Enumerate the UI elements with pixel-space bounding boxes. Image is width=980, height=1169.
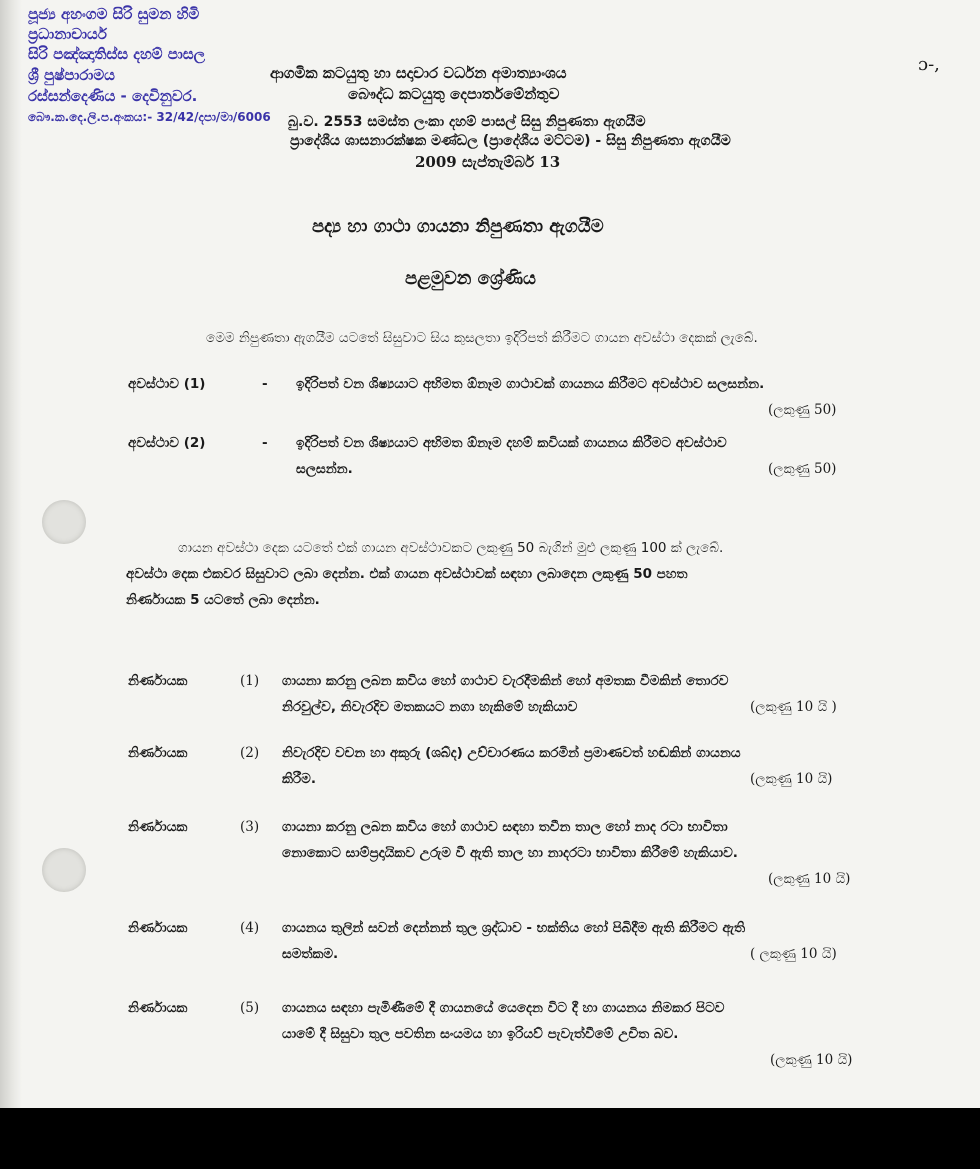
stage-text: ඉදිරිපත් වන ශිෂ්‍යයාට අභිමත ඕනෑම දහම් කවියක් ගායනය කිරීමට අවස්ථාව xyxy=(296,435,727,451)
grade-heading: පළමුවන ශ්‍රේණිය xyxy=(405,268,536,289)
exam-heading: බු.ව. 2553 සමස්ත ලංකා දහම් පාසල් සිසු නිපුණතා ඇගයීම xyxy=(288,114,646,130)
criterion-text: නිරවුල්ව, නිවැරදිව මතකයට නගා හැකිමේ හැකියාව xyxy=(282,699,578,715)
criterion-number: (1) xyxy=(240,673,260,689)
regional-heading: ප්‍රාදේශීය ශාසනාරක්ෂක මණ්ඩල (ප්‍රාදේශීය මට්ටම) - සිසු නිපුණතා ඇගයීම xyxy=(290,133,731,149)
criterion-number: (3) xyxy=(240,819,260,835)
criterion-text: ගායනය තුලින් සවන් දෙන්නන් තුල ශ්‍රද්ධාව - භක්තිය හෝ පිබිදීම ඇති කිරීමට ඇති xyxy=(282,920,746,936)
summary-text: නිර්ණායක 5 යටතේ ලබා දෙන්න. xyxy=(126,592,320,608)
summary-text: අවස්ථා දෙක එකවර සිසුවාට ලබා දෙන්න. එක් ගායන අවස්ථාවක් සඳහා ලබාදෙන ලකුණු 50 පහත xyxy=(126,566,688,582)
criterion-label: නිර්ණායක xyxy=(128,673,188,689)
stage-label: අවස්ථාව (2) xyxy=(128,435,206,451)
stamp-line: ශ්‍රී පුෂ්පාරාමය xyxy=(28,66,115,84)
criterion-text: කිරීම. xyxy=(282,771,316,787)
criterion-marks: (ලකුණු 10 යි) xyxy=(750,771,833,787)
stage-dash: - xyxy=(262,435,268,451)
criterion-marks: (ලකුණු 10 යි ) xyxy=(750,699,837,715)
criterion-number: (5) xyxy=(240,1000,260,1016)
criterion-text: නිවැරදිව වචන හා අකුරු (ශබ්ද) උච්චාරණය කරමින් ප්‍රමාණවත් හඬකින් ගායනය xyxy=(282,745,741,761)
stage-dash: - xyxy=(262,376,268,392)
stamp-line: රස්සන්දෙණිය - දෙවිනුවර. xyxy=(28,87,198,105)
stage-text: ඉදිරිපත් වන ශිෂ්‍යයාට අභිමත ඕනෑම ගාථාවක් ගායනය කිරීමට අවස්ථාව සලසන්න. xyxy=(296,376,765,392)
criterion-label: නිර්ණායක xyxy=(128,1000,188,1016)
stamp-line: ප්‍රධානාචාර්ය xyxy=(28,25,107,43)
page-title: පද්‍ය හා ගාථා ගායනා නිපුණතා ඇගයීම xyxy=(312,216,604,237)
stamp-line: සිරි පඤ්ඤාතිස්ස දහම් පාසල xyxy=(28,45,206,63)
criterion-text: යාමේ දී සිසුවා තුල පවතින සංයමය හා ඉරියව් පැවැත්වීමේ උචිත බව. xyxy=(282,1026,679,1042)
corner-handwritten-mark: ɔ-, xyxy=(918,54,940,75)
criterion-text: ගායනය සඳහා පැමිණීමේ දී ගායනයේ යෙදෙන විට දී හා ගායනය නිමකර පිටව xyxy=(282,1000,725,1016)
stage-marks: (ලකුණු 50) xyxy=(768,402,837,418)
stage-label: අවස්ථාව (1) xyxy=(128,376,206,392)
criterion-label: නිර්ණායක xyxy=(128,745,188,761)
stamp-reg-number: බෞ.ක.දෙ.ලි.ප.අංකය:- 32/42/දපා/මා/6006 xyxy=(28,110,271,124)
stage-marks: (ලකුණු 50) xyxy=(768,461,837,477)
page-binding-edge xyxy=(0,0,22,1108)
ministry-heading: ආගමික කටයුතු හා සදාචාර වර්ධන අමාත්‍යාංශය xyxy=(270,64,567,82)
criterion-label: නිර්ණායක xyxy=(128,819,188,835)
criterion-text: ගායනා කරනු ලබන කවිය හෝ ගාථාව වැරදීමකින් හෝ අමතක වීමකින් තොරව xyxy=(282,673,729,689)
criterion-marks: ( ලකුණු 10 යි) xyxy=(750,946,837,962)
criterion-text: සමත්කම. xyxy=(282,946,339,962)
summary-text: ගායන අවස්ථා දෙක යටතේ එක් ගායන අවස්ථාවකට ලකුණු 50 බැගින් මුළු ලකුණු 100 ක් ලැබේ. xyxy=(178,540,724,556)
stamp-line: පූජ්‍ය අහංගම සිරි සුමන හිමි xyxy=(28,5,200,23)
stage-text: සලසන්න. xyxy=(296,461,353,477)
intro-paragraph: මෙම නිපුණතා ඇගයීම යටතේ සිසුවාට සිය කුසලතා ඉදිරිපත් කිරීමට ගායන අවස්ථා දෙකක් ලැබේ. xyxy=(206,330,758,346)
criterion-marks: (ලකුණු 10 යි) xyxy=(770,1052,853,1068)
criterion-marks: (ලකුණු 10 යි) xyxy=(768,871,851,887)
punch-hole xyxy=(42,848,86,892)
criterion-label: නිර්ණායක xyxy=(128,920,188,936)
criterion-text: ගායනා කරනු ලබන කවිය හෝ ගාථාව සඳහා තවීන තාල හෝ නාද රටා භාවිතා xyxy=(282,819,728,835)
exam-date: 2009 සැප්තැම්බර් 13 xyxy=(415,153,561,171)
criterion-text: නොකොට සාම්ප්‍රදායිකව උරුම වී ඇති තාල හා නාදරටා භාවිතා කිරීමේ හැකියාව. xyxy=(282,845,738,861)
criterion-number: (4) xyxy=(240,920,260,936)
criterion-number: (2) xyxy=(240,745,260,761)
department-heading: බෞද්ධ කටයුතු දෙපාර්තමේන්තුව xyxy=(348,85,560,103)
punch-hole xyxy=(42,500,86,544)
